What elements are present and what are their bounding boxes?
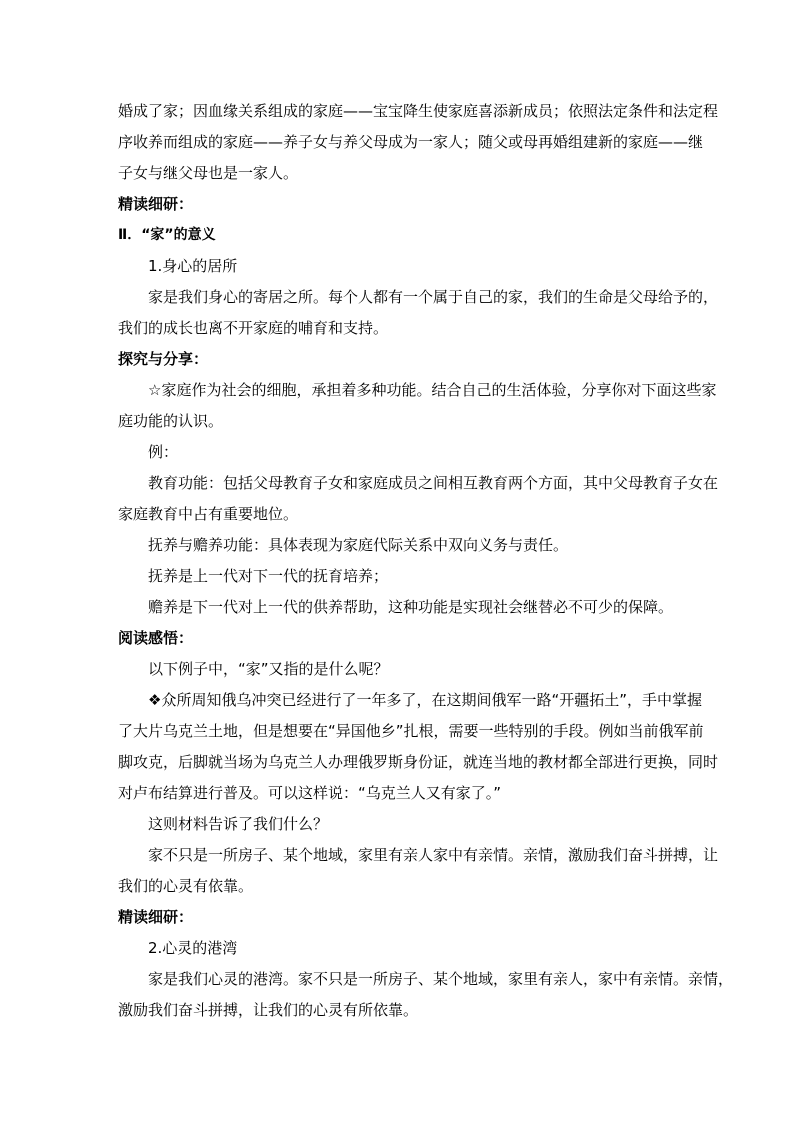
paragraph-line: 以下例子中，“家”又指的是什么呢？ (148, 660, 389, 678)
section-heading: 精读细研： (118, 908, 194, 926)
paragraph-line: 脚攻克，后脚就当场为乌克兰人办理俄罗斯身份证，就连当地的教材都全部进行更换，同时 (118, 753, 719, 771)
paragraph-line: 家不只是一所房子、某个地域，家里有亲人家中有亲情。亲情，激励我们奋斗拼搏，让 (148, 846, 719, 864)
paragraph-line: 庭功能的认识。 (118, 412, 224, 430)
paragraph-line: 教育功能：包括父母教育子女和家庭成员之间相互教育两个方面，其中父母教育子女在 (148, 474, 719, 492)
paragraph-line: 家是我们心灵的港湾。家不只是一所房子、某个地域，家里有亲人，家中有亲情。亲情， (148, 970, 734, 988)
paragraph-line: 序收养而组成的家庭——养子女与养父母成为一家人；随父或母再婚组建新的家庭——继 (118, 133, 704, 151)
section-heading: 阅读感悟： (118, 629, 194, 647)
paragraph-line: 抚养是上一代对下一代的抚育培养； (148, 567, 389, 585)
paragraph-line: 家庭教育中占有重要地位。 (118, 505, 299, 523)
paragraph-line: 例： (148, 443, 179, 461)
paragraph-line: 赡养是下一代对上一代的供养帮助，这种功能是实现社会继替必不可少的保障。 (148, 598, 674, 616)
section-title: Ⅱ．“家”的意义 (118, 227, 216, 243)
paragraph-line: ☆家庭作为社会的细胞，承担着多种功能。结合自己的生活体验，分享你对下面这些家 (148, 381, 717, 399)
paragraph-line: 了大片乌克兰土地，但是想要在“异国他乡”扎根，需要一些特别的手段。例如当前俄军前 (118, 722, 704, 740)
paragraph-line: 抚养与赡养功能：具体表现为家庭代际关系中双向义务与责任。 (148, 536, 569, 554)
paragraph-line: 家是我们身心的寄居之所。每个人都有一个属于自己的家，我们的生命是父母给予的， (148, 288, 719, 306)
paragraph-line: 对卢布结算进行普及。可以这样说：“乌克兰人又有家了。” (118, 784, 502, 802)
subsection-title: 2.心灵的港湾 (148, 939, 238, 957)
subsection-title: 1.身心的居所 (148, 257, 238, 275)
section-heading: 精读细研： (118, 195, 194, 213)
section-heading: 探究与分享： (118, 350, 209, 368)
paragraph-line: 激励我们奋斗拼搏，让我们的心灵有所依靠。 (118, 1001, 419, 1019)
document-body (118, 96, 734, 1026)
paragraph-line: ❖众所周知俄乌冲突已经进行了一年多了，在这期间俄军一路“开疆拓土”，手中掌握 (148, 691, 702, 709)
paragraph-line: 婚成了家；因血缘关系组成的家庭——宝宝降生使家庭喜添新成员；依照法定条件和法定程 (118, 102, 719, 120)
paragraph-line: 这则材料告诉了我们什么？ (148, 815, 329, 833)
paragraph-line: 子女与继父母也是一家人。 (118, 164, 299, 182)
paragraph-line: 我们的成长也离不开家庭的哺育和支持。 (118, 319, 389, 337)
paragraph-line: 我们的心灵有依靠。 (118, 877, 254, 895)
